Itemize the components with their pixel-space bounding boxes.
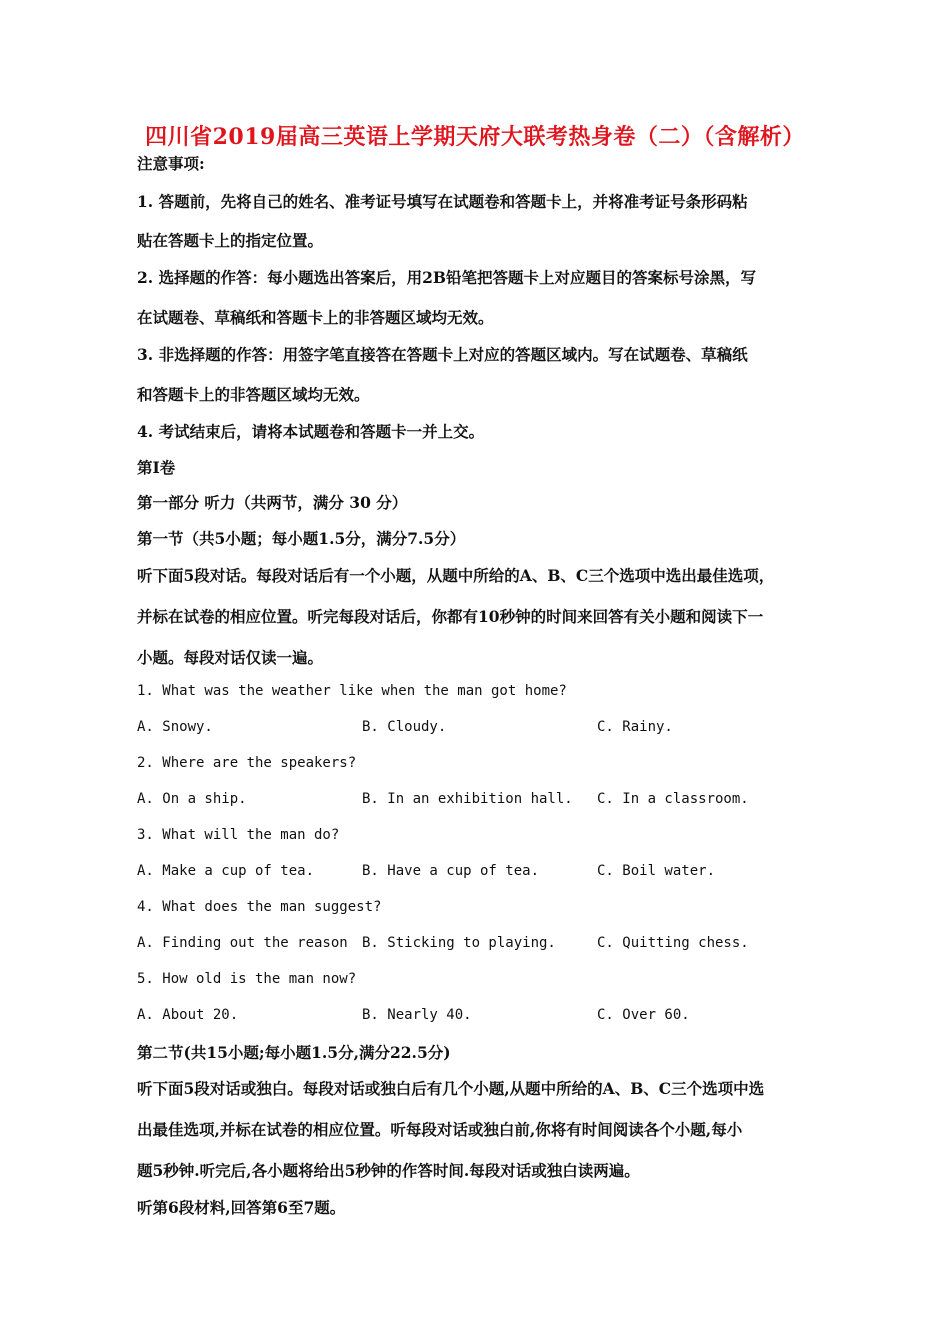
section2-instruction-line-3: 题5秒钟.听完后,各小题将给出5秒钟的作答时间.每段对话或独白读两遍。: [137, 1161, 640, 1180]
question-5-option-c: C. Over 60.: [597, 1007, 690, 1023]
notice-item-1-line-1: 1. 答题前，先将自己的姓名、准考证号填写在试题卷和答题卡上，并将准考证号条形码粘: [137, 192, 748, 211]
page-title: 四川省2019届高三英语上学期天府大联考热身卷（二）（含解析）: [145, 124, 805, 150]
section1-instruction-line-2: 并标在试卷的相应位置。听完每段对话后，你都有10秒钟的时间来回答有关小题和阅读下一: [137, 607, 764, 626]
notice-item-2-line-2: 在试题卷、草稿纸和答题卡上的非答题区域均无效。: [137, 308, 494, 327]
question-5-option-b: B. Nearly 40.: [362, 1007, 472, 1023]
question-3-option-a: A. Make a cup of tea.: [137, 863, 315, 879]
question-4-option-b: B. Sticking to playing.: [362, 935, 556, 951]
question-2-option-a: A. On a ship.: [137, 791, 247, 807]
section2-instruction-line-1: 听下面5段对话或独白。每段对话或独白后有几个小题,从题中所给的A、B、C三个选项中选: [137, 1079, 765, 1098]
section1-heading: 第一节（共5小题；每小题1.5分，满分7.5分）: [137, 529, 466, 548]
section1-instruction-line-1: 听下面5段对话。每段对话后有一个小题，从题中所给的A、B、C三个选项中选出最佳选项，: [137, 566, 775, 585]
question-2-option-c: C. In a classroom.: [597, 791, 749, 807]
question-5: 5. How old is the man now?: [137, 971, 357, 987]
question-5-option-a: A. About 20.: [137, 1007, 239, 1023]
question-4-option-c: C. Quitting chess.: [597, 935, 749, 951]
question-3-option-b: B. Have a cup of tea.: [362, 863, 540, 879]
notice-item-3-line-2: 和答题卡上的非答题区域均无效。: [137, 385, 370, 404]
question-4-option-a: A. Finding out the reason: [137, 935, 348, 951]
question-4: 4. What does the man suggest?: [137, 899, 382, 915]
section2-material-note: 听第6段材料,回答第6至7题。: [137, 1198, 346, 1217]
question-3-option-c: C. Boil water.: [597, 863, 716, 879]
question-1-option-b: B. Cloudy.: [362, 719, 447, 735]
notice-item-3-line-1: 3. 非选择题的作答：用签字笔直接答在答题卡上对应的答题区域内。写在试题卷、草稿纸: [137, 345, 748, 364]
notice-item-4: 4. 考试结束后，请将本试题卷和答题卡一并上交。: [137, 422, 485, 441]
question-3: 3. What will the man do?: [137, 827, 340, 843]
volume-heading: 第Ⅰ卷: [137, 458, 176, 477]
section2-instruction-line-2: 出最佳选项,并标在试卷的相应位置。听每段对话或独白前,你将有时间阅读各个小题,每小: [137, 1120, 743, 1139]
question-2-option-b: B. In an exhibition hall.: [362, 791, 573, 807]
question-1: 1. What was the weather like when the man got home?: [137, 683, 567, 699]
section1-instruction-line-3: 小题。每段对话仅读一遍。: [137, 648, 324, 667]
section2-heading: 第二节(共15小题;每小题1.5分,满分22.5分): [137, 1043, 451, 1062]
question-1-option-c: C. Rainy.: [597, 719, 673, 735]
question-1-option-a: A. Snowy.: [137, 719, 213, 735]
notice-item-1-line-2: 贴在答题卡上的指定位置。: [137, 231, 324, 250]
question-2: 2. Where are the speakers?: [137, 755, 357, 771]
part1-heading: 第一部分 听力（共两节，满分 30 分）: [137, 493, 408, 512]
notice-heading: 注意事项:: [137, 154, 205, 173]
notice-item-2-line-1: 2. 选择题的作答：每小题选出答案后，用2B铅笔把答题卡上对应题目的答案标号涂黑，写: [137, 268, 756, 287]
